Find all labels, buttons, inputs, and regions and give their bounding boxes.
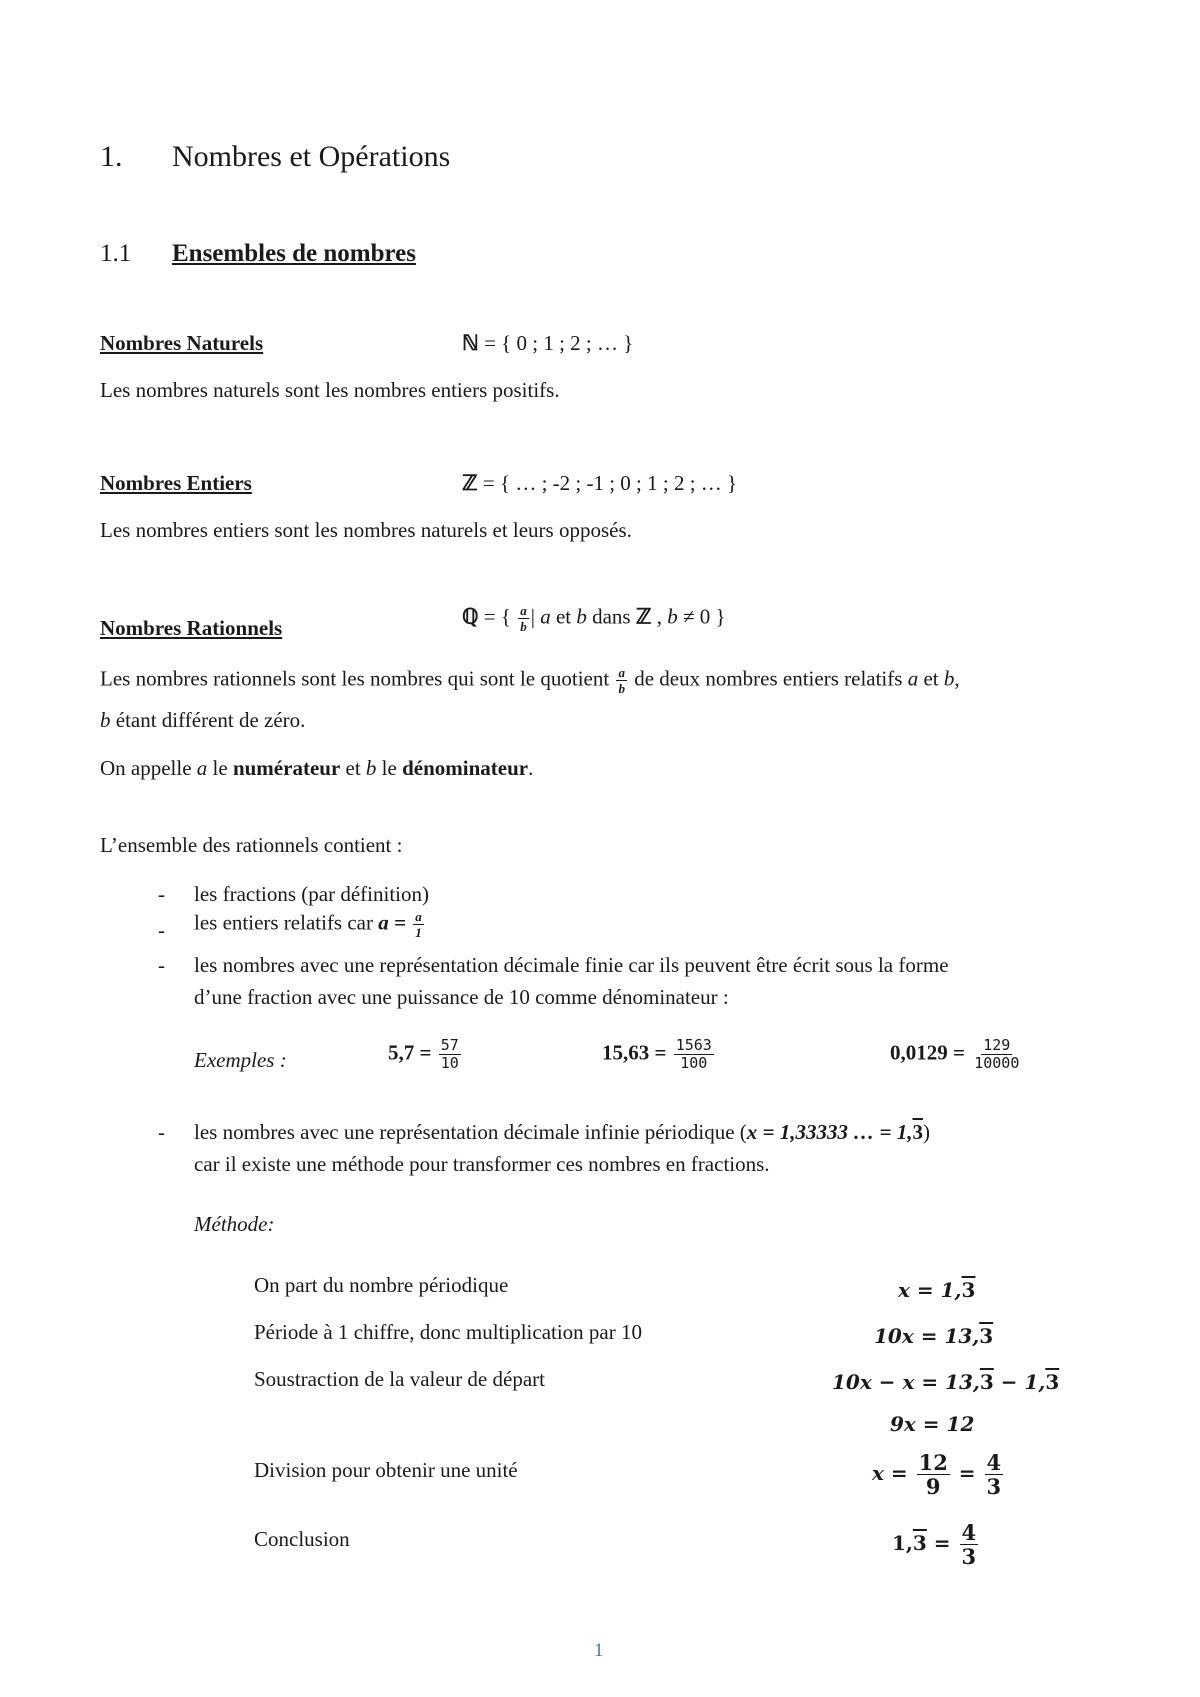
fraction-numerator: 4 [986, 1450, 1002, 1475]
text-run: étant différent de zéro. [110, 708, 306, 732]
text-run: les nombres avec une représentation décimale infinie périodique ( [194, 1120, 747, 1144]
integers-symbol: ℤ [635, 604, 652, 629]
var-b: b [943, 666, 955, 691]
math-expression: − 1, [993, 1370, 1046, 1394]
equation-1 [898, 1278, 975, 1302]
rationnels-heading: Nombres Rationnels [100, 616, 283, 640]
entiers-set [462, 471, 737, 496]
rationnels-set-part: ≠ 0 } [677, 604, 726, 629]
entiers-heading: Nombres Entiers [100, 471, 252, 495]
example-lhs: 15,63 = [602, 1040, 672, 1065]
equation-2 [874, 1324, 993, 1348]
fraction-denominator: 10 [440, 1054, 459, 1072]
repeating-digit: 3 [912, 1531, 927, 1555]
repeating-digit: 3 [979, 1370, 994, 1394]
example-1 [388, 1038, 463, 1071]
list-dash: - [158, 953, 165, 977]
text-run: et [340, 756, 366, 780]
fraction-denominator: b [618, 681, 625, 696]
math-expression: 10x − x = 13, [832, 1370, 980, 1394]
rationnels-set-eq: = { [478, 604, 511, 629]
equation-6 [892, 1522, 980, 1567]
fraction [972, 1038, 1021, 1071]
example-lhs: 0,0129 = [890, 1040, 971, 1065]
math-expression: x = [872, 1461, 915, 1485]
list-item-decimale-infinie-l2: car il existe une méthode pour transformer ces nombres en fractions. [194, 1152, 770, 1176]
rationnels-set-fraction [518, 604, 529, 633]
list-item-fractions: les fractions (par définition) [194, 882, 429, 906]
list-item-decimale-finie-l1: les nombres avec une représentation décimale finie car ils peuvent être écrit sous la forme [194, 953, 949, 977]
examples-label: Exemples : [194, 1048, 287, 1072]
methode-step: Conclusion [254, 1527, 350, 1551]
var-b: b [576, 604, 587, 629]
rationnels-description-line2 [100, 708, 305, 733]
text-run: ) [922, 1120, 930, 1144]
text-run: les entiers relatifs car [194, 910, 379, 935]
math-expression: 1, [892, 1531, 913, 1555]
page-number: 1 [594, 1640, 604, 1661]
numerateur-denominateur-line [100, 756, 533, 781]
methode-step: On part du nombre périodique [254, 1273, 509, 1297]
fraction [985, 1452, 1004, 1497]
entiers-set-symbol: ℤ [462, 471, 478, 495]
text-run: et [918, 666, 944, 691]
fraction-denominator: b [520, 619, 527, 634]
equation-4: 9x = 12 [890, 1412, 975, 1436]
subsection-number: 1.1 [100, 240, 132, 267]
repeating-digit: 3 [912, 1120, 923, 1144]
entiers-set-def: = { … ; -2 ; -1 ; 0 ; 1 ; 2 ; … } [477, 471, 738, 495]
subsection-title: Ensembles de nombres [172, 240, 417, 267]
list-dash: - [158, 882, 165, 906]
list-item-entiers [194, 910, 426, 939]
section-number: 1. [100, 140, 123, 173]
fraction-numerator: a [618, 665, 625, 680]
rationnels-set-part: , [651, 604, 668, 629]
fraction-numerator: 1563 [675, 1036, 712, 1054]
rationnels-set-symbol: ℚ [462, 604, 479, 629]
example-lhs: 5,7 = [388, 1040, 437, 1065]
rationnels-set-part: dans [586, 604, 636, 629]
repeating-digit: 3 [1045, 1370, 1060, 1394]
fraction-denominator: 9 [925, 1474, 941, 1499]
math-expression: = [951, 1461, 983, 1485]
naturels-set-symbol: ℕ [462, 331, 479, 355]
list-dash: - [158, 1120, 165, 1144]
fraction-denominator: 100 [680, 1054, 708, 1072]
text-run: . [528, 756, 534, 780]
rationnels-set-part: | [530, 604, 541, 629]
fraction-denominator: 10000 [974, 1054, 1020, 1072]
var-b: b [667, 604, 678, 629]
fraction-numerator: 12 [918, 1450, 948, 1475]
var-b: b [365, 756, 377, 780]
quotient-fraction [616, 666, 627, 695]
var-a: a [196, 756, 208, 780]
methode-step: Période à 1 chiffre, donc multiplication par 10 [254, 1320, 642, 1344]
math-expression: x = 1, [898, 1278, 962, 1302]
example-2 [602, 1038, 716, 1071]
list-item-decimale-finie-l2: d’une fraction avec une puissance de 10 comme dénominateur : [194, 985, 729, 1009]
rationnels-set-part: et [550, 604, 577, 629]
text-run: On appelle [100, 756, 197, 780]
fraction-denominator: 3 [961, 1544, 977, 1569]
repeating-digit: 3 [979, 1324, 994, 1348]
text-run: le [376, 756, 403, 780]
list-item-decimale-infinie-l1 [194, 1120, 930, 1145]
term-denominateur: dénominateur [402, 756, 529, 780]
ensemble-intro: L’ensemble des rationnels contient : [100, 833, 403, 857]
fraction-numerator: a [520, 603, 527, 618]
term-numerateur: numérateur [232, 756, 341, 780]
math-expression: 10x = 13, [874, 1324, 980, 1348]
fraction [439, 1038, 461, 1071]
text-run: , [954, 666, 960, 691]
naturels-description: Les nombres naturels sont les nombres entiers positifs. [100, 378, 560, 402]
fraction [917, 1452, 950, 1497]
var-a: a [540, 604, 551, 629]
var-b: b [100, 708, 111, 732]
fraction-numerator: 57 [440, 1036, 459, 1054]
rationnels-set [462, 604, 726, 633]
text-run: le [207, 756, 233, 780]
methode-step: Soustraction de la valeur de départ [254, 1367, 545, 1391]
fraction-numerator: a [415, 909, 422, 924]
rationnels-description-line1 [100, 666, 960, 695]
fraction [674, 1038, 714, 1071]
var-a: a [907, 666, 919, 691]
example-3 [890, 1038, 1023, 1071]
math-expression: a = [378, 910, 412, 935]
fraction-numerator: 129 [983, 1036, 1011, 1054]
math-expression: = [926, 1531, 958, 1555]
naturels-set [462, 331, 633, 356]
naturels-set-def: = { 0 ; 1 ; 2 ; … } [478, 331, 634, 355]
fraction-denominator: 1 [415, 925, 422, 940]
methode-label: Méthode: [194, 1212, 275, 1236]
list-dash: - [158, 918, 165, 942]
text-run: Les nombres rationnels sont les nombres qui sont le quotient [100, 666, 615, 691]
fraction [413, 910, 424, 939]
section-title: Nombres et Opérations [172, 140, 451, 173]
text-run: de deux nombres entiers relatifs [628, 666, 908, 691]
fraction-denominator: 3 [986, 1474, 1002, 1499]
fraction-numerator: 4 [961, 1520, 977, 1545]
methode-step: Division pour obtenir une unité [254, 1458, 518, 1482]
fraction [960, 1522, 979, 1567]
repeating-digit: 3 [961, 1278, 976, 1302]
equation-3 [832, 1370, 1059, 1394]
naturels-heading: Nombres Naturels [100, 331, 264, 355]
math-expression: x = 1,33333 … = 1, [746, 1120, 913, 1144]
entiers-description: Les nombres entiers sont les nombres naturels et leurs opposés. [100, 518, 632, 542]
equation-5 [872, 1452, 1005, 1497]
